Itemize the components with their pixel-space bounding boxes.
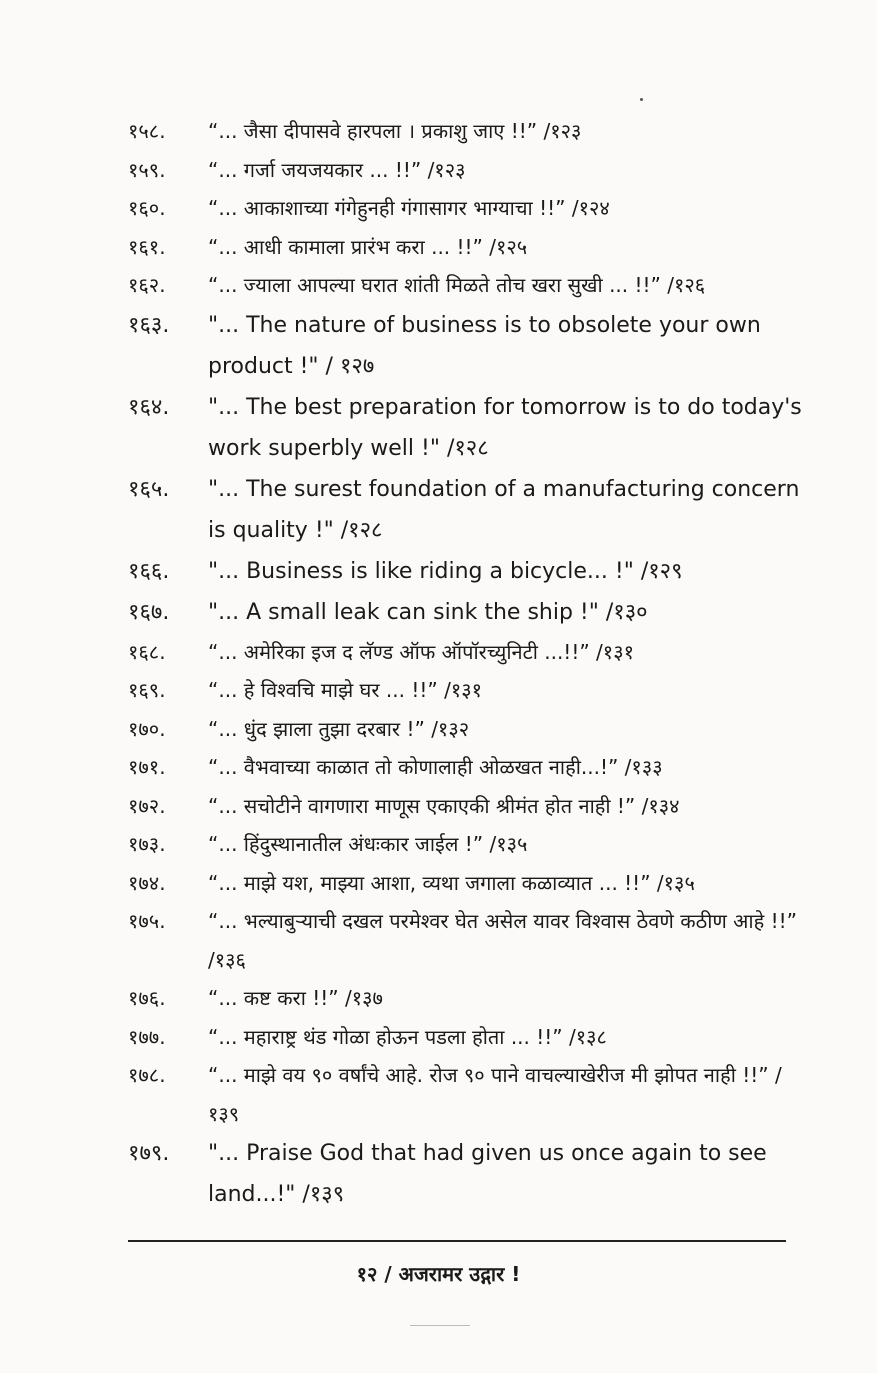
list-item: [128, 748, 808, 787]
entry-number: १७२.: [128, 793, 166, 818]
entry-text: "... The surest foundation of a manufacturing concern is quality !" /१२८: [208, 476, 800, 543]
entry-number: १७१.: [128, 755, 166, 779]
entry-number: १६३.: [128, 312, 170, 338]
entry-number: १६०.: [128, 196, 166, 220]
entry-text: "... The nature of business is to obsolete your own product !" / १२७: [208, 312, 761, 379]
list-item: [128, 1056, 808, 1133]
entry-number: १७४.: [128, 870, 166, 895]
entry-text: “... माझे वय ९० वर्षांचे आहे. रोज ९० पाने वाचल्याखेरीज मी झोपत नाही !!” /१३९: [208, 1063, 782, 1126]
entry-text: "... The best preparation for tomorrow is to do today's work superbly well !" /१२८: [208, 394, 802, 461]
list-item: [128, 189, 808, 228]
list-item: [128, 710, 808, 749]
list-item: [128, 787, 808, 826]
entry-text: “... ज्याला आपल्या घरात शांती मिळते तोच खरा सुखी ... !!” /१२६: [208, 273, 706, 297]
list-item: [128, 825, 808, 864]
entry-text: “... आकाशाच्या गंगेहुनही गंगासागर भाग्याचा !!” /१२४: [208, 196, 610, 220]
list-item: [128, 469, 808, 551]
list-item: [128, 228, 808, 267]
entry-number: १७०.: [128, 716, 166, 741]
entry-text: “... गर्जा जयजयकार ... !!” /१२३: [208, 157, 466, 182]
entry-number: १६८.: [128, 639, 166, 664]
entry-number: १६६.: [128, 558, 170, 584]
entry-text: “... हे विश्वचि माझे घर ... !!” /१३१: [208, 678, 483, 702]
entry-text: “... आधी कामाला प्रारंभ करा ... !!” /१२५: [208, 234, 528, 259]
entry-number: १७३.: [128, 832, 166, 856]
footer-divider: [128, 1240, 786, 1242]
entry-text: “... सचोटीने वागणारा माणूस एकाएकी श्रीमंत होत नाही !” /१३४: [208, 793, 680, 818]
bottom-mark: [410, 1325, 470, 1326]
entry-number: १७८.: [128, 1063, 166, 1087]
list-item: [128, 266, 808, 305]
entry-number: १६७.: [128, 599, 170, 625]
entry-number: १५९.: [128, 157, 166, 182]
quote-index-list: [128, 112, 808, 1215]
entry-text: “... कष्ट करा !!” /१३७: [208, 986, 383, 1010]
entry-text: “... माझे यश, माझ्या आशा, व्यथा जगाला कळाव्यात ... !!” /१३५: [208, 870, 695, 895]
list-item: [128, 387, 808, 469]
entry-number: १७६.: [128, 986, 166, 1010]
entry-text: “... भल्याबुऱ्याची दखल परमेश्वर घेत असेल यावर विश्वास ठेवणे कठीण आहे !!” /१३६: [208, 909, 798, 972]
list-item: [128, 864, 808, 903]
list-item: [128, 151, 808, 190]
entry-text: “... अमेरिका इज द लॅण्ड ऑफ ऑपॉरच्युनिटी ...!!” /१३१: [208, 639, 634, 664]
entry-number: १७५.: [128, 909, 166, 933]
list-item: [128, 592, 808, 633]
entry-number: १६४.: [128, 394, 170, 420]
entry-text: "... Praise God that had given us once again to see land...!" /१३९: [208, 1141, 767, 1207]
entry-text: "... Business is like riding a bicycle... !" /१२९: [208, 558, 683, 584]
ink-dot: [640, 98, 643, 101]
page-footer: १२ / अजरामर उद्गार !: [356, 1262, 521, 1286]
list-item: [128, 979, 808, 1018]
entry-number: १६२.: [128, 273, 166, 297]
entry-text: “... जैसा दीपासवे हारपला । प्रकाशु जाए !!” /१२३: [208, 119, 582, 143]
list-item: [128, 902, 808, 979]
entry-number: १५८.: [128, 119, 166, 143]
entry-text: “... महाराष्ट्र थंड गोळा होऊन पडला होता ... !!” /१३८: [208, 1024, 607, 1049]
list-item: [128, 633, 808, 672]
list-item: [128, 1018, 808, 1057]
list-item: [128, 551, 808, 592]
list-item: [128, 1133, 808, 1215]
entry-number: १६९.: [128, 678, 166, 702]
list-item: [128, 112, 808, 151]
list-item: [128, 671, 808, 710]
entry-text: "... A small leak can sink the ship !" /१३०: [208, 599, 648, 625]
entry-text: “... हिंदुस्थानातील अंधःकार जाईल !” /१३५: [208, 832, 528, 856]
entry-number: १६५.: [128, 476, 170, 502]
entry-text: “... वैभवाच्या काळात तो कोणालाही ओळखत नाही...!” /१३३: [208, 755, 663, 779]
entry-number: १७९.: [128, 1141, 170, 1166]
entry-number: १६१.: [128, 234, 166, 259]
list-item: [128, 305, 808, 387]
entry-number: १७७.: [128, 1024, 166, 1049]
entry-text: “... धुंद झाला तुझा दरबार !” /१३२: [208, 716, 470, 741]
